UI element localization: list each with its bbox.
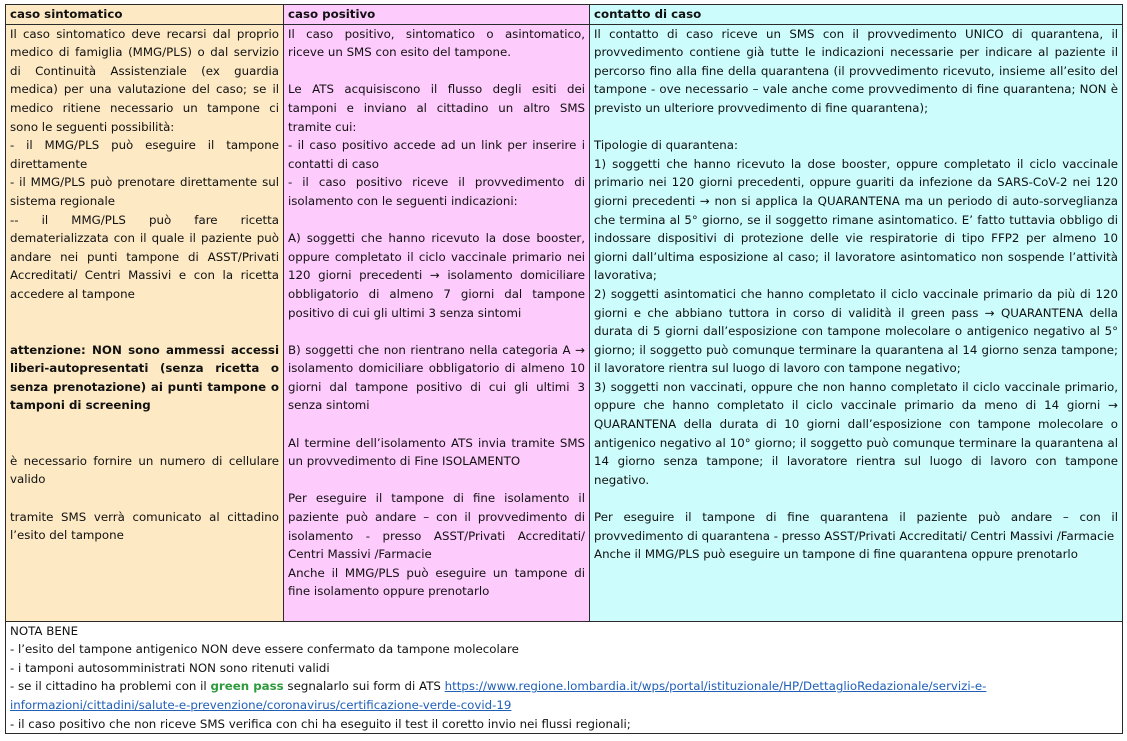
caso-positivo-cell [284,24,590,621]
contatto-di-caso-cell [590,24,1123,621]
positivo-p1: Il caso positivo, sintomatico o asintomatico, riceve un SMS con esito del tampone. [288,26,585,60]
note-item-2: - i tamponi autosomministrati NON sono ritenuti validi [10,660,330,675]
regione-lombardia-link[interactable]: https://www.regione.lombardia.it/wps/portal/istituzionale/HP/DettaglioRedazionale/servizi-e-informazioni/cittadini/salute-e-prevenzione/coronavirus/certificazione-verde-covid-19 [10,679,987,712]
sintomatico-option-1: - il MMG/PLS può eseguire il tampone direttamente [10,138,279,171]
document [5,4,1122,734]
note-item-1: - l’esito del tampone antigenico NON deve essere confermato da tampone molecolare [10,642,519,657]
positivo-fine-isolamento: Al termine dell’isolamento ATS invia tramite SMS un provvedimento di Fine ISOLAMENTO [288,435,585,469]
sintomatico-option-2: - il MMG/PLS può prenotare direttamente sul sistema regionale [10,175,279,208]
sintomatico-option-3: -- il MMG/PLS può fare ricetta dematerializzata con il quale il paziente può andare nei punti tampone di ASST/Privati Accreditati/ Centri Massivi e con la ricetta accedere al tampone [10,212,279,301]
sintomatico-sms-note: tramite SMS verrà comunicato al cittadino l’esito del tampone [10,509,279,543]
caso-sintomatico-cell [6,24,284,621]
note-item-3-mid: segnalarlo sui form di ATS [283,679,445,694]
guidelines-table [5,4,1123,734]
nota-bene-cell [6,621,1123,734]
contatto-tampone-fine: Per eseguire il tampone di fine quarantena il paziente può andare – con il provvedimento di quarantena - presso ASST/Privati Accreditati/ Centri Massivi /Farmacie [594,510,1118,543]
positivo-p2a: - il caso positivo accede ad un link per inserire i contatti di caso [288,138,585,171]
contatto-type-1: 1) soggetti che hanno ricevuto la dose booster, oppure completato il ciclo vaccinale primario nei 120 giorni precedenti, oppure guariti da infezione da SARS-CoV-2 nei 120 giorni precedenti → non si applica la QUARANTENA ma un periodo di auto-sorveglianza che termina al 5° giorno, se il soggetto rimane asintomatico. E’ fatto tuttavia obbligo di indossare dispositivi di protezione delle vie respiratorie di tipo FFP2 per almeno 10 giorni dall’ultima esposizione al caso; il lavoratore asintomatico non sospende l’attività lavorativa; [594,156,1118,283]
note-item-3-pre: - se il cittadino ha problemi con il [10,679,211,694]
sintomatico-attention: attenzione: NON sono ammessi accessi liberi-autopresentati (senza ricetta o senza prenotazione) ai punti tampone o tamponi di screening [10,342,279,413]
sintomatico-intro: Il caso sintomatico deve recarsi dal proprio medico di famiglia (MMG/PLS) o dal servizio di Continuità Assistenziale (ex guardia medica) per una valutazione del caso; se il medico ritiene necessario un tampone ci sono le seguenti possibilità: [10,26,279,134]
note-row [6,621,1123,734]
header-row [6,5,1123,25]
contatto-p1: Il contatto di caso riceve un SMS con il provvedimento UNICO di quarantena, il provvedimento contiene già tutte le indicazioni necessarie per indicare al paziente il percorso fino alla fine della quarantena (il provvedimento ricevuto, insieme all’esito del tampone - ove necessario – vale anche come provvedimento di fine quarantena; NON è previsto un ulteriore provvedimento di fine quarantena); [594,26,1118,115]
positivo-p2: Le ATS acquisiscono il flusso degli esiti dei tamponi e inviano al cittadino un altro SMS tramite cui: [288,82,585,134]
header-caso-sintomatico: caso sintomatico [6,5,284,25]
contatto-type-2: 2) soggetti asintomatici che hanno completato il ciclo vaccinale primario da più di 120 giorni e che abbiano tuttora in corso di validità il green pass → QUARANTENA della durata di 5 giorni dall’esposizione con tampone molecolare o antigenico negativo al 5° giorno; il soggetto può comunque terminare la quarantena al 14 giorno senza tampone; il lavoratore rientra sul luogo di lavoro con tampone negativo; [594,286,1118,376]
contatto-mmg-note: Anche il MMG/PLS può eseguire un tampone di fine quarantena oppure prenotarlo [594,547,1078,562]
contatto-type-3: 3) soggetti non vaccinati, oppure che non hanno completato il ciclo vaccinale primario, oppure che hanno completato il ciclo vaccinale primario da meno di 14 giorni → QUARANTENA della durata di 10 giorni dall’esposizione con tampone molecolare o antigenico negativo al 10° giorno; il soggetto può comunque terminare la quarantena al 14 giorno senza tampone; il lavoratore rientra sul luogo di lavoro con tampone negativo. [594,379,1118,487]
header-caso-positivo: caso positivo [284,5,590,25]
green-pass-label: green pass [210,679,284,694]
header-contatto-di-caso: contatto di caso [590,5,1123,25]
positivo-tampone-fine: Per eseguire il tampone di fine isolamento il paziente può andare – con il provvedimento di isolamento - presso ASST/Privati Accreditati/ Centri Massivi /Farmacie [288,491,585,562]
note-title: NOTA BENE [10,623,79,638]
positivo-p2b: - il caso positivo riceve il provvedimento di isolamento con le seguenti indicazioni: [288,175,585,208]
contatto-types-title: Tipologie di quarantena: [594,138,738,153]
note-item-4: - il caso positivo che non riceve SMS verifica con chi ha eseguito il test il coretto invio nei flussi regionali; [10,716,631,731]
body-row [6,24,1123,621]
sintomatico-phone-note: è necessario fornire un numero di cellulare valido [10,453,279,487]
note-item-3 [10,677,1118,714]
positivo-mmg-note: Anche il MMG/PLS può eseguire un tampone di fine isolamento oppure prenotarlo [288,565,585,599]
positivo-category-b: B) soggetti che non rientrano nella categoria A → isolamento domiciliare obbligatorio di almeno 10 giorni dal tampone positivo di cui gli ultimi 3 senza sintomi [288,342,585,413]
positivo-category-a: A) soggetti che hanno ricevuto la dose booster, oppure completato il ciclo vaccinale primario nei 120 giorni precedenti → isolamento domiciliare obbligatorio di almeno 7 giorni dal tampone positivo di cui gli ultimi 3 senza sintomi [288,231,585,320]
